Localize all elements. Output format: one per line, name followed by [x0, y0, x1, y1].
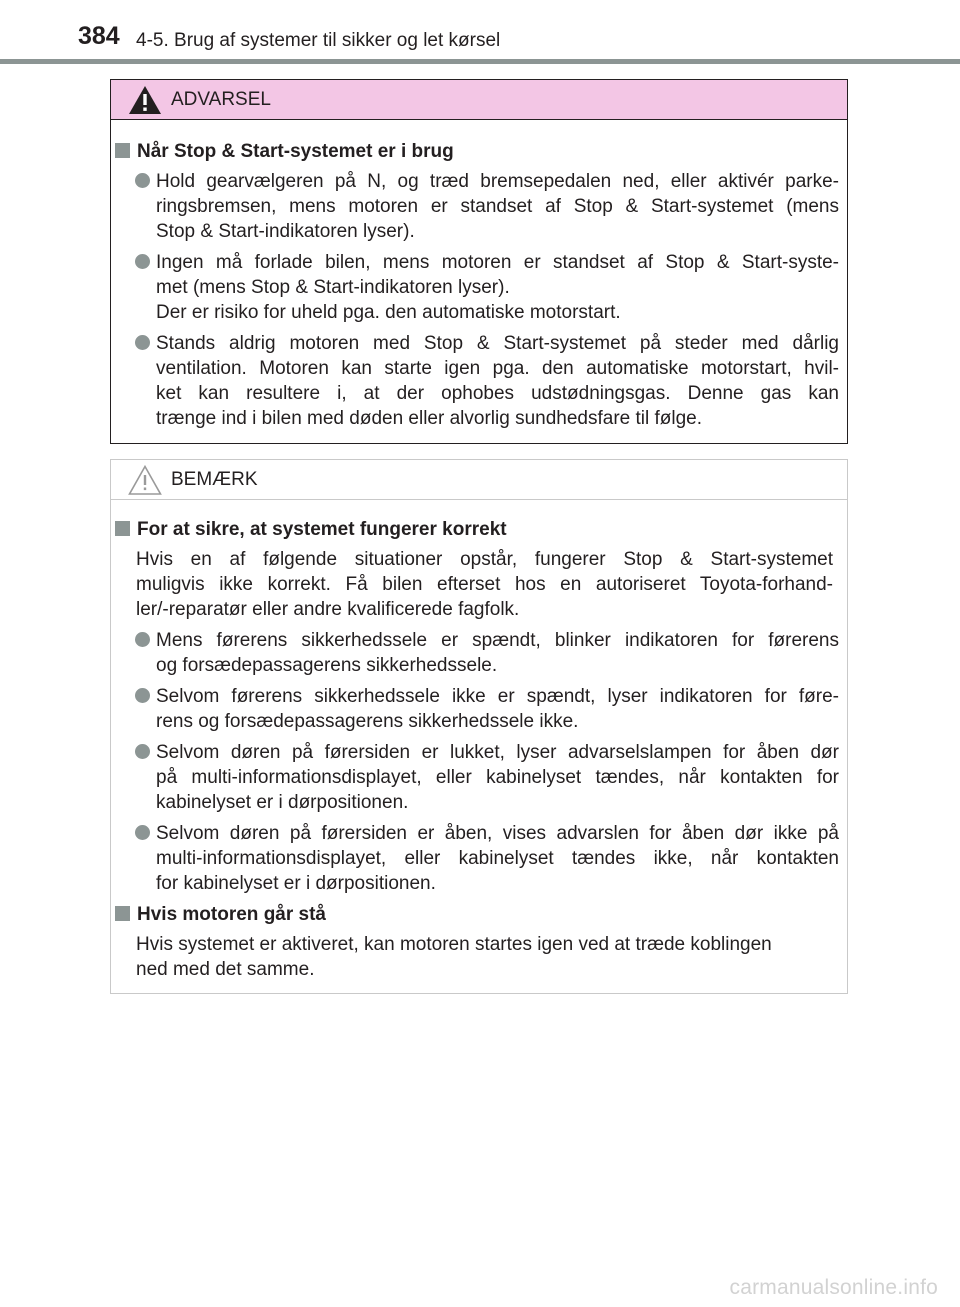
page-number: 384 [78, 22, 120, 50]
notice-heading-2: Hvis motoren går stå [111, 902, 847, 927]
text-line: for kabinelyset er i dørpositionen. [156, 873, 436, 894]
warning-title: ADVARSEL [171, 89, 271, 110]
notice-bullet-2 [111, 684, 847, 734]
text-line: muligvis ikke korrekt. Få bilen efterset hos en autoriseret Toyota-forhand- [136, 574, 833, 595]
round-bullet-icon [135, 254, 150, 269]
warning-triangle-filled-icon [127, 84, 163, 116]
notice-box-header [111, 460, 847, 500]
text-line: met (mens Stop & Start-indikatoren lyser). [156, 277, 510, 298]
round-bullet-icon [135, 825, 150, 840]
warning-bullet-3 [111, 331, 847, 431]
square-bullet-icon [115, 521, 130, 536]
round-bullet-icon [135, 632, 150, 647]
square-bullet-icon [115, 143, 130, 158]
text-line: Ingen må forlade bilen, mens motoren er standset af Stop & Start-syste- [156, 252, 839, 273]
round-bullet-icon [135, 744, 150, 759]
text-line: Mens førerens sikkerhedssele er spændt, blinker indikatoren for førerens [156, 630, 839, 651]
text-line: ventilation. Motoren kan starte igen pga. den automatiske motorstart, hvil- [156, 358, 839, 379]
notice-section2-text [111, 932, 847, 982]
warning-body [111, 139, 847, 437]
notice-bullet-1 [111, 628, 847, 678]
text-line: ringsbremsen, mens motoren er standset af Stop & Start-systemet (mens [156, 196, 839, 217]
notice-body [111, 517, 847, 988]
notice-bullet-3 [111, 740, 847, 815]
text-line: ned med det samme. [136, 959, 315, 980]
text-line: ler/-reparatør eller andre kvalificerede fagfolk. [136, 599, 520, 620]
text-line: ket kan resultere i, at der ophobes udstødningsgas. Denne gas kan [156, 383, 839, 404]
text-line: på multi-informationsdisplayet, eller kabinelyset tændes, når kontakten for [156, 767, 839, 788]
warning-heading: Når Stop & Start-systemet er i brug [111, 139, 847, 164]
text-line: Der er risiko for uheld pga. den automatiske motorstart. [156, 302, 621, 323]
notice-heading-1: For at sikre, at systemet fungerer korrekt [111, 517, 847, 542]
page-header [0, 0, 960, 66]
watermark: carmanualsonline.info [729, 1276, 938, 1299]
text-line: Selvom førerens sikkerhedssele ikke er spændt, lyser indikatoren for føre- [156, 686, 839, 707]
warning-bullet-2 [111, 250, 847, 325]
notice-bullet-4 [111, 821, 847, 896]
round-bullet-icon [135, 173, 150, 188]
section-title: 4-5. Brug af systemer til sikker og let kørsel [136, 30, 501, 51]
notice-title: BEMÆRK [171, 469, 258, 490]
text-line: Selvom døren på førersiden er lukket, lyser advarselslampen for åben dør [156, 742, 839, 763]
notice-box [110, 459, 848, 994]
notice-intro [111, 547, 847, 622]
text-line: trænge ind i bilen med døden eller alvorlig sundhedsfare til følge. [156, 408, 703, 429]
text-line: rens og forsædepassagerens sikkerhedssele ikke. [156, 711, 579, 732]
text-line: Hvis systemet er aktiveret, kan motoren startes igen ved at træde koblingen [136, 934, 772, 955]
text-line: multi-informationsdisplayet, eller kabinelyset tændes ikke, når kontakten [156, 848, 839, 869]
text-line: og forsædepassagerens sikkerhedssele. [156, 655, 498, 676]
warning-box-header [111, 80, 847, 120]
text-line: Hvis en af følgende situationer opstår, fungerer Stop & Start-systemet [136, 549, 833, 570]
warning-box [110, 79, 848, 444]
text-line: Selvom døren på førersiden er åben, vises advarslen for åben dør ikke på [156, 823, 839, 844]
round-bullet-icon [135, 335, 150, 350]
round-bullet-icon [135, 688, 150, 703]
text-line: Stop & Start-indikatoren lyser). [156, 221, 415, 242]
warning-triangle-outline-icon [127, 464, 163, 496]
warning-bullet-1 [111, 169, 847, 244]
header-rule [0, 59, 960, 64]
text-line: Hold gearvælgeren på N, og træd bremsepedalen ned, eller aktivér parke- [156, 171, 839, 192]
text-line: kabinelyset er i dørpositionen. [156, 792, 409, 813]
text-line: Stands aldrig motoren med Stop & Start-systemet på steder med dårlig [156, 333, 839, 354]
square-bullet-icon [115, 906, 130, 921]
